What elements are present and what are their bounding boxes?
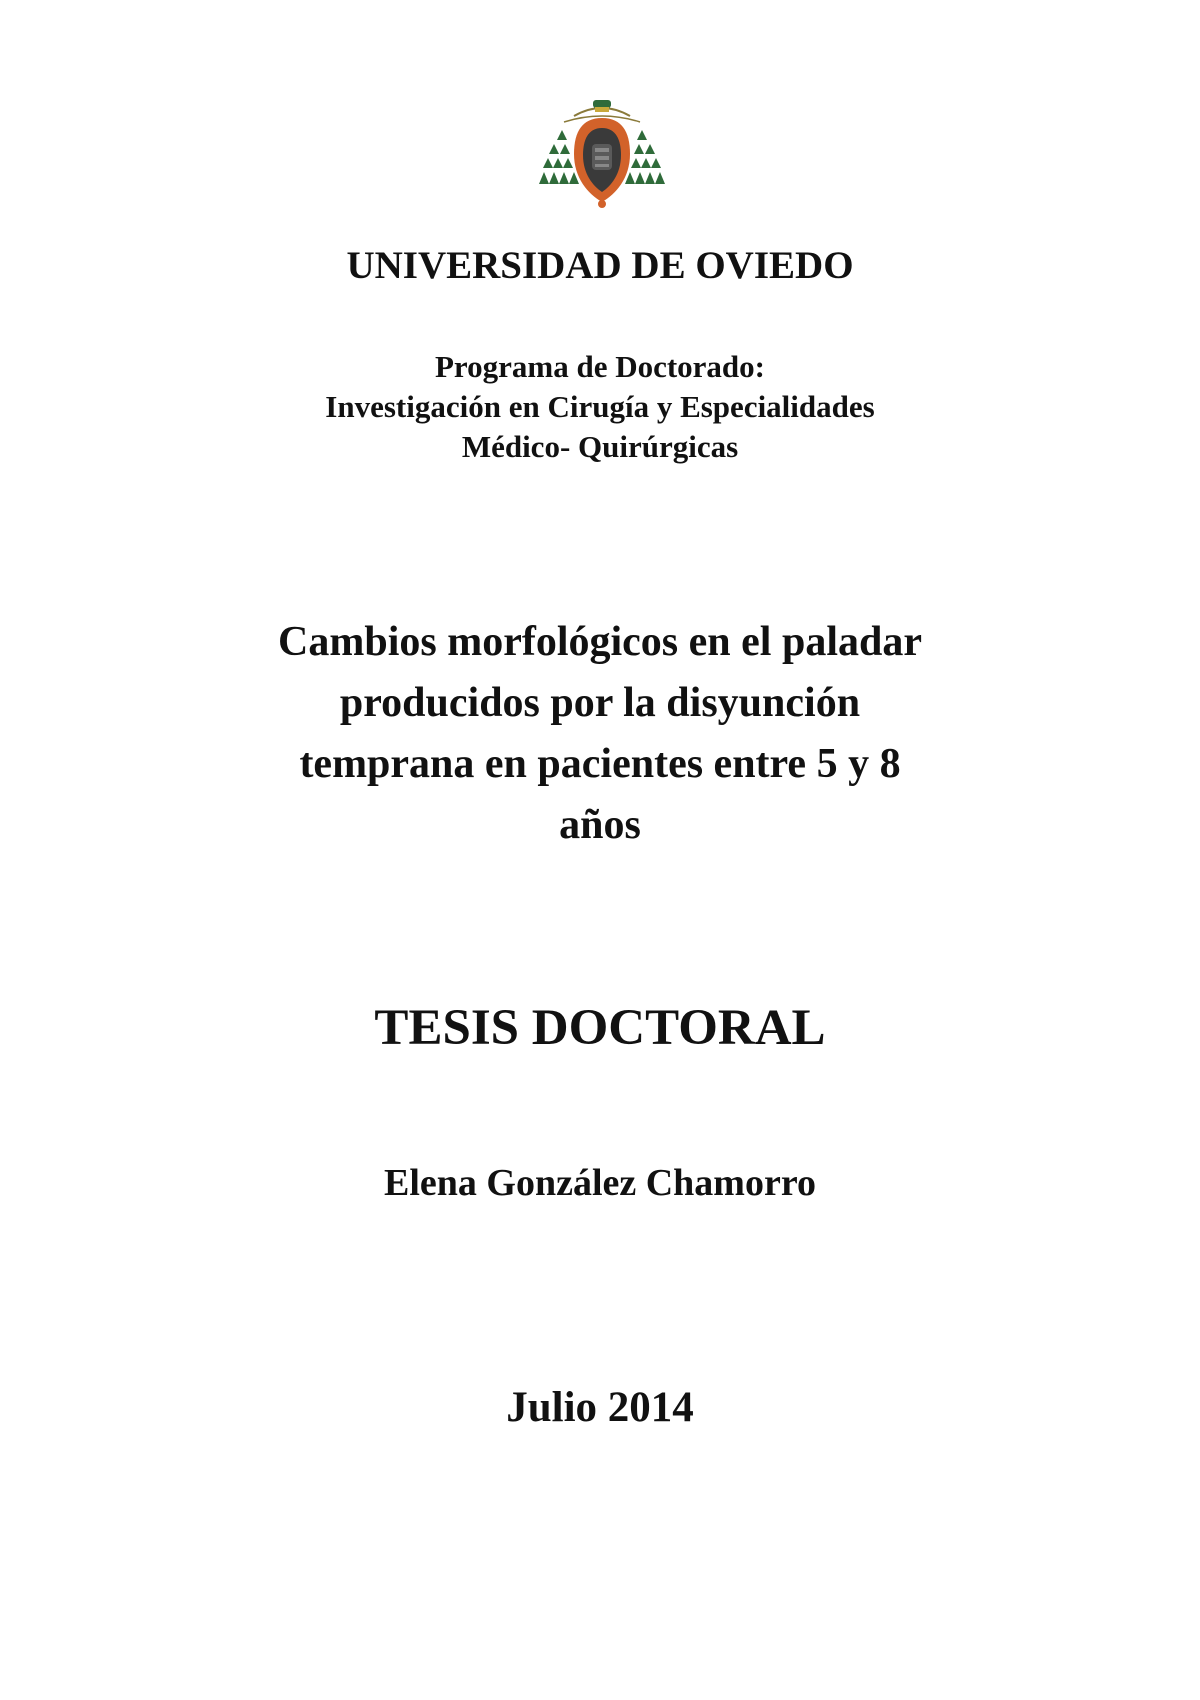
- thesis-title-line-2: producidos por la disyunción: [339, 680, 861, 726]
- university-crest-icon: [538, 98, 666, 210]
- thesis-title-line-1: Cambios morfológicos en el paladar: [278, 619, 922, 665]
- thesis-title: [100, 612, 1100, 856]
- thesis-title-line-4: años: [559, 802, 641, 848]
- author-name: Elena González Chamorro: [383, 1162, 817, 1204]
- program-line-3: Médico- Quirúrgicas: [461, 429, 739, 464]
- document-type: TESIS DOCTORAL: [374, 1000, 826, 1056]
- submission-date: Julio 2014: [506, 1384, 694, 1431]
- thesis-title-line-3: temprana en pacientes entre 5 y 8: [299, 741, 901, 787]
- doctoral-program: [100, 347, 1100, 467]
- program-line-1: Programa de Doctorado:: [434, 349, 765, 384]
- university-name: UNIVERSIDAD DE OVIEDO: [346, 244, 854, 287]
- program-line-2: Investigación en Cirugía y Especialidades: [325, 389, 875, 424]
